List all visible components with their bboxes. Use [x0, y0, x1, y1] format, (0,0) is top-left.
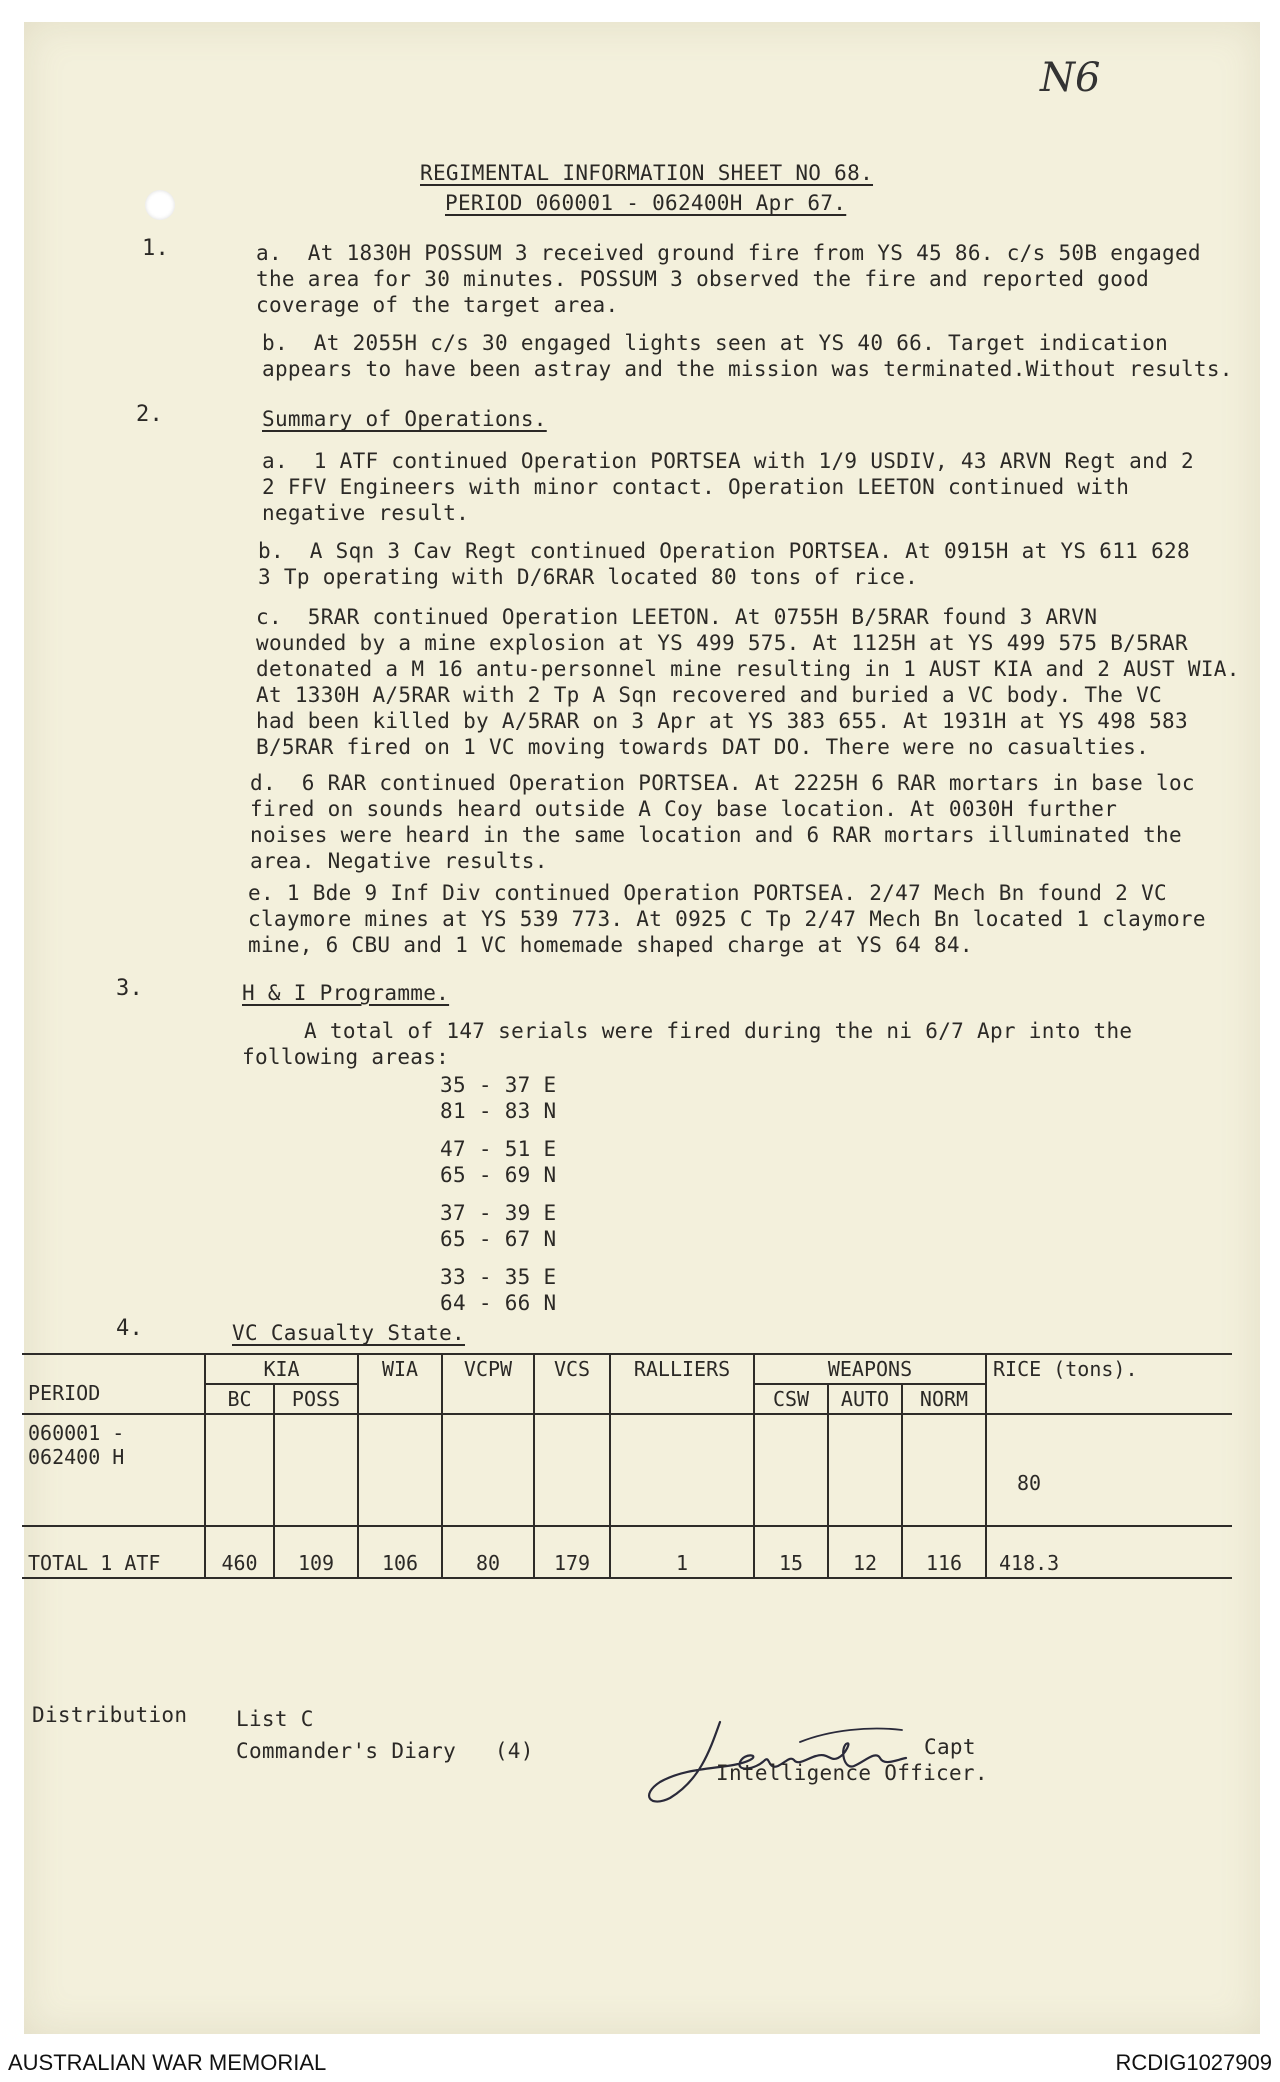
header-ralliers: RALLIERS — [610, 1354, 754, 1414]
header-vcs: VCS — [534, 1354, 610, 1414]
total-norm: 116 — [902, 1526, 986, 1578]
northing-range: 81 - 83 N — [440, 1099, 557, 1123]
easting-range: 47 - 51 E — [440, 1137, 557, 1161]
grid-areas — [440, 1072, 557, 1316]
easting-range: 35 - 37 E — [440, 1073, 557, 1097]
distribution-label: Distribution — [32, 1703, 188, 1727]
text-line: At 1330H A/5RAR with 2 Tp A Sqn recovered and buried a VC body. The VC — [256, 683, 1163, 707]
cell — [274, 1414, 358, 1526]
cell — [534, 1414, 610, 1526]
section-2e — [248, 880, 1206, 958]
page-number: N6 — [1040, 55, 1101, 101]
grid-area — [440, 1200, 557, 1252]
header-weapons: WEAPONS — [754, 1354, 986, 1384]
section-3-text — [242, 1018, 1132, 1070]
cell — [205, 1414, 274, 1526]
text-line: wounded by a mine explosion at YS 499 575. At 1125H at YS 499 575 B/5RAR — [256, 631, 1188, 655]
section-2c — [256, 604, 1240, 760]
text-line: fired on sounds heard outside A Coy base location. At 0030H further — [250, 797, 1118, 821]
header-auto: AUTO — [828, 1384, 902, 1414]
easting-range: 33 - 35 E — [440, 1265, 557, 1289]
text-line: b. A Sqn 3 Cav Regt continued Operation PORTSEA. At 0915H at YS 611 628 — [258, 539, 1190, 563]
casualty-table — [22, 1353, 1232, 1579]
period-value: 060001 - 062400 H — [22, 1414, 205, 1526]
text-line: appears to have been astray and the mission was terminated.Without results. — [262, 357, 1233, 381]
northing-range: 64 - 66 N — [440, 1291, 557, 1315]
text-line: a. 1 ATF continued Operation PORTSEA with 1/9 USDIV, 43 ARVN Regt and 2 — [262, 449, 1194, 473]
distribution-list: List C — [236, 1707, 314, 1731]
text-line: B/5RAR fired on 1 VC moving towards DAT DO. There were no casualties. — [256, 735, 1150, 759]
header-csw: CSW — [754, 1384, 828, 1414]
section-3-number: 3. — [116, 976, 144, 1001]
section-3-heading: H & I Programme. — [242, 981, 450, 1005]
section-2b — [258, 538, 1190, 590]
section-2-heading: Summary of Operations. — [262, 407, 547, 431]
text-line: b. At 2055H c/s 30 engaged lights seen at YS 40 66. Target indication — [262, 331, 1169, 355]
handwritten-signature — [640, 1700, 940, 1810]
total-poss: 109 — [274, 1526, 358, 1578]
table-row — [22, 1414, 1232, 1526]
section-4-number: 4. — [116, 1316, 144, 1341]
section-2a — [262, 448, 1194, 526]
grid-area — [440, 1136, 557, 1188]
total-rice: 418.3 — [986, 1526, 1232, 1578]
cell — [610, 1414, 754, 1526]
text-line: detonated a M 16 antu-personnel mine resulting in 1 AUST KIA and 2 AUST WIA. — [256, 657, 1240, 681]
header-wia: WIA — [358, 1354, 442, 1414]
sheet-title: REGIMENTAL INFORMATION SHEET NO 68. — [420, 161, 874, 185]
text-line: had been killed by A/5RAR on 3 Apr at YS 383 655. At 1931H at YS 498 583 — [256, 709, 1188, 733]
text-line: A total of 147 serials were fired during the ni 6/7 Apr into the — [304, 1019, 1133, 1043]
section-2d — [250, 770, 1195, 874]
cell — [902, 1414, 986, 1526]
punch-hole — [145, 190, 175, 220]
text-line: coverage of the target area. — [256, 293, 619, 317]
footer-archive-name: AUSTRALIAN WAR MEMORIAL — [8, 2050, 327, 2075]
total-bc: 460 — [205, 1526, 274, 1578]
total-vcpw: 80 — [442, 1526, 534, 1578]
easting-range: 37 - 39 E — [440, 1201, 557, 1225]
section-1-number: 1. — [142, 236, 170, 261]
cell — [754, 1414, 828, 1526]
total-wia: 106 — [358, 1526, 442, 1578]
header-norm: NORM — [902, 1384, 986, 1414]
text-line: negative result. — [262, 501, 470, 525]
table-header-row — [22, 1354, 1232, 1384]
header-kia: KIA — [205, 1354, 358, 1384]
header-bc: BC — [205, 1384, 274, 1414]
total-csw: 15 — [754, 1526, 828, 1578]
text-line: claymore mines at YS 539 773. At 0925 C Tp 2/47 Mech Bn located 1 claymore — [248, 907, 1206, 931]
header-poss: POSS — [274, 1384, 358, 1414]
text-line: 3 Tp operating with D/6RAR located 80 tons of rice. — [258, 565, 919, 589]
grid-area — [440, 1264, 557, 1316]
section-1b — [262, 330, 1233, 382]
northing-range: 65 - 69 N — [440, 1163, 557, 1187]
total-ralliers: 1 — [610, 1526, 754, 1578]
sheet-period: PERIOD 060001 - 062400H Apr 67. — [445, 191, 847, 215]
signature-rank: Capt — [924, 1735, 976, 1759]
total-label: TOTAL 1 ATF — [22, 1526, 205, 1578]
text-line: a. At 1830H POSSUM 3 received ground fire from YS 45 86. c/s 50B engaged — [256, 241, 1201, 265]
rice-value: 80 — [986, 1414, 1232, 1526]
text-line: the area for 30 minutes. POSSUM 3 observed the fire and reported good — [256, 267, 1150, 291]
cell — [442, 1414, 534, 1526]
total-vcs: 179 — [534, 1526, 610, 1578]
text-line: following areas: — [242, 1045, 450, 1069]
text-line: mine, 6 CBU and 1 VC homemade shaped charge at YS 64 84. — [248, 933, 973, 957]
footer-record-id: RCDIG1027909 — [1115, 2050, 1272, 2075]
section-4-heading: VC Casualty State. — [232, 1321, 465, 1345]
text-line: e. 1 Bde 9 Inf Div continued Operation PORTSEA. 2/47 Mech Bn found 2 VC — [248, 881, 1167, 905]
header-period: PERIOD — [22, 1354, 205, 1414]
total-auto: 12 — [828, 1526, 902, 1578]
text-line: area. Negative results. — [250, 849, 548, 873]
text-line: d. 6 RAR continued Operation PORTSEA. At 2225H 6 RAR mortars in base loc — [250, 771, 1195, 795]
cell — [358, 1414, 442, 1526]
signature-role: Intelligence Officer. — [716, 1761, 988, 1785]
grid-area — [440, 1072, 557, 1124]
cell — [828, 1414, 902, 1526]
northing-range: 65 - 67 N — [440, 1227, 557, 1251]
text-line: c. 5RAR continued Operation LEETON. At 0755H B/5RAR found 3 ARVN — [256, 605, 1098, 629]
header-rice: RICE (tons). — [986, 1354, 1232, 1414]
header-vcpw: VCPW — [442, 1354, 534, 1414]
text-line: noises were heard in the same location and 6 RAR mortars illuminated the — [250, 823, 1182, 847]
section-1a — [256, 240, 1201, 318]
text-line: 2 FFV Engineers with minor contact. Operation LEETON continued with — [262, 475, 1130, 499]
distribution-diary: Commander's Diary (4) — [236, 1739, 534, 1763]
table-total-row — [22, 1526, 1232, 1578]
section-2-number: 2. — [136, 402, 164, 427]
